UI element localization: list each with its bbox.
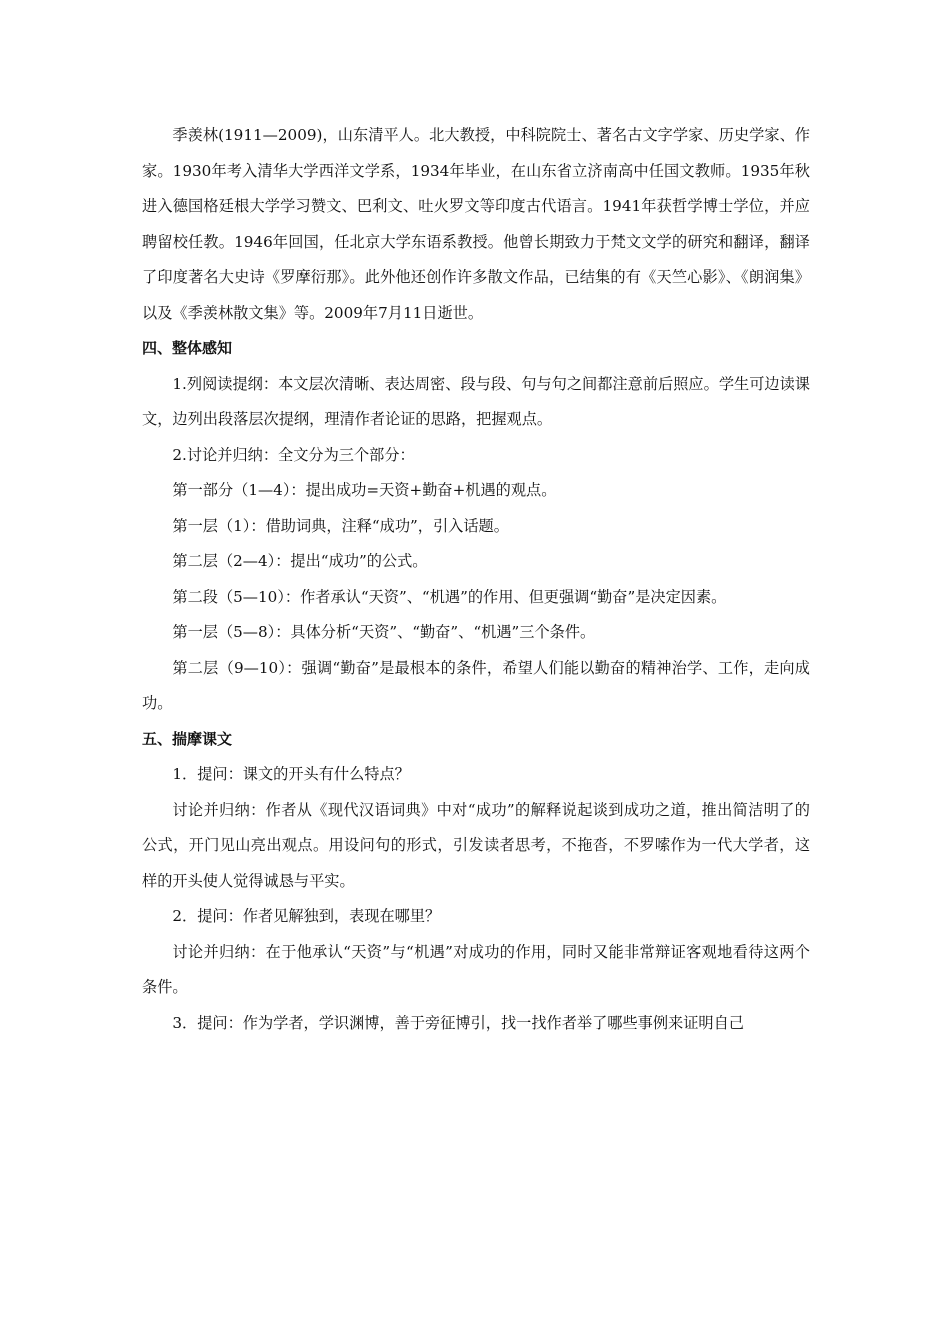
part-one-layer-one: 第一层（1）：借助词典，注释“成功”，引入话题。	[172, 516, 509, 535]
section-heading-analysis: 五、揣摩课文	[142, 729, 233, 748]
question-two: 2．提问：作者见解独到，表现在哪里？	[172, 907, 441, 925]
part-two-layer-two: 第二层（9—10）：强调“勤奋”是最根本的条件，希望人们能以勤奋的精神治学、工作，走向成功。	[142, 658, 810, 712]
part-two-paragraph: 第二段（5—10）：作者承认“天资”、“机遇”的作用、但更强调“勤奋”是决定因素。	[172, 587, 727, 606]
author-bio-paragraph: 季羡林(1911—2009)，山东清平人。北大教授，中科院院士、著名古文字学家、历史学家、作家。1930年考入清华大学西洋文学系，1934年毕业，在山东省立济南高中任国文教师。1935年秋进入德国格廷根大学学习赞文、巴利文、吐火罗文等印度古代语言。1941年获哲学博士学位，并应聘留校任教。1946年回国，任北京大学东语系教授。他曾长期致力于梵文文学的研究和翻译，翻译了印度著名大史诗《罗摩衍那》。此外他还创作许多散文作品，已结集的有《天竺心影》、《朗润集》以及《季羡林散文集》等。2009年7月11日逝世。	[142, 126, 810, 322]
discussion-paragraph: 2.讨论并归纳：全文分为三个部分：	[172, 445, 415, 464]
outline-paragraph: 1.列阅读提纲：本文层次清晰、表达周密、段与段、句与句之间都注意前后照应。学生可边读课文，边列出段落层次提纲，理清作者论证的思路，把握观点。	[142, 374, 810, 428]
answer-one: 讨论并归纳：作者从《现代汉语词典》中对“成功”的解释说起谈到成功之道，推出简洁明了的公式，开门见山亮出观点。用设问句的形式，引发读者思考，不拖沓，不罗嗦作为一代大学者，这样的开头使人觉得诚恳与平实。	[142, 800, 810, 890]
document-page	[142, 118, 810, 1041]
part-one-layer-two: 第二层（2—4）：提出“成功”的公式。	[172, 552, 428, 570]
question-one: 1．提问：课文的开头有什么特点？	[172, 765, 410, 783]
question-three: 3．提问：作为学者，学识渊博，善于旁征博引，找一找作者举了哪些事例来证明自己	[172, 1013, 744, 1032]
part-one-paragraph: 第一部分（1—4）：提出成功=天资+勤奋+机遇的观点。	[172, 481, 557, 499]
section-heading-overview: 四、整体感知	[142, 339, 233, 357]
part-two-layer-one: 第一层（5—8）：具体分析“天资”、“勤奋”、“机遇”三个条件。	[172, 623, 596, 641]
answer-two: 讨论并归纳：在于他承认“天资”与“机遇”对成功的作用，同时又能非常辩证客观地看待这两个条件。	[142, 942, 810, 996]
